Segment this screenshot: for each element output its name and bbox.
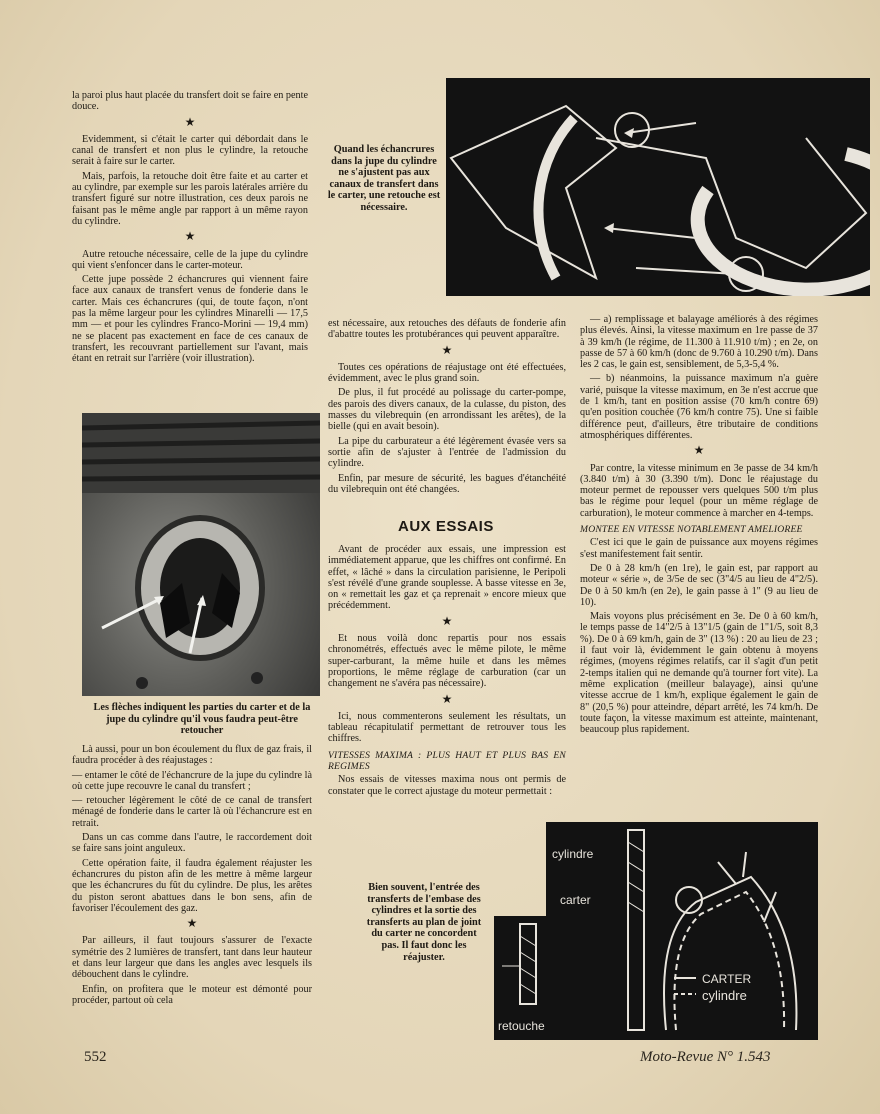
paragraph: Par ailleurs, il faut toujours s'assurer de l'exacte symétrie des 2 lumières de transfert, tant dans leur hauteur et dans leur largeur que dans les angles avec lesquels ils débouchent dans le cylindre. <box>72 935 312 981</box>
section-heading-aux-essais: AUX ESSAIS <box>398 518 494 535</box>
carter-cylinder-diagram <box>546 822 818 1040</box>
column-2-lower <box>328 544 566 800</box>
paragraph: est nécessaire, aux retouches des défauts de fonderie afin d'abattre toutes les protubérances qui peuvent apparaître. <box>328 318 566 341</box>
paragraph: Cette opération faite, il faudra également réajuster les échancrures du piston afin de les mettre à même largeur que les échancrures du fût du cylindre. De plus, les arêtes du piston seront abattues dans le bon sens, afin de favoriser l'écoulement des gaz. <box>72 857 312 914</box>
star-separator: ★ <box>441 613 453 628</box>
column-1-bottom <box>72 744 312 1009</box>
paragraph: Enfin, on profitera que le moteur est démonté pour procéder, partout où cela <box>72 983 312 1006</box>
engine-photo-drawing <box>82 413 320 696</box>
paragraph: Cette jupe possède 2 échancrures qui viennent faire face aux canaux de transfert venus de fonderie dans le carter. Mais ces échancrures (qui, de toute façon, n'ont pas la même largeur pour les cylindres Minarelli — 17,5 mm — et pour les cylindres Franco-Morini — 19,4 mm) ne se placent pas exactement en face de ces canaux de transfert, les recouvrant partiellement sur l'avant, mais étant en retrait sur l'arrière (voir illustration). <box>72 274 308 365</box>
label-cylindre: cylindre <box>552 847 594 861</box>
transfer-diagram-top <box>446 78 870 296</box>
star-separator: ★ <box>186 916 198 931</box>
column-2 <box>328 318 566 498</box>
paragraph: C'est ici que le gain de puissance aux moyens régimes s'est manifestement fait sentir. <box>580 537 818 560</box>
transfer-diagram-bottom <box>546 822 818 1040</box>
star-separator: ★ <box>441 342 453 357</box>
paragraph: Enfin, par mesure de sécurité, les bagues d'étanchéité du vilebrequin ont été changées. <box>328 472 566 495</box>
paragraph: Nos essais de vitesses maxima nous ont permis de constater que le correct ajustage du moteur permettait : <box>328 774 566 797</box>
paragraph: Autre retouche nécessaire, celle de la jupe du cylindre qui vient s'enfoncer dans le carter-moteur. <box>72 248 308 271</box>
engine-photo <box>82 413 320 696</box>
paragraph: Evidemment, si c'était le carter qui débordait dans le canal de transfert et non plus le cylindre, la retouche serait à faire sur le carter. <box>72 133 308 168</box>
page-number: 552 <box>84 1049 107 1065</box>
cylinder-skirt-diagram <box>446 78 870 296</box>
top-diagram-caption: Quand les échancrures dans la jupe du cylindre ne s'ajustent pas aux canaux de transfert dans le carter, une retouche est nécessaire. <box>327 144 441 213</box>
paragraph: — retoucher légèrement le côté de ce canal de transfert ménagé de fonderie dans le carter là où l'échancrure est en retrait. <box>72 795 312 829</box>
paragraph: Et nous voilà donc repartis pour nos essais chronométrés, effectués avec le même pilote, le même super-carburant, la même huile et dans les mêmes proportions, le même réglage de carburation (car un changement ne s'avéra pas nécessaire). <box>328 633 566 690</box>
bottom-diagram-caption: Bien souvent, l'entrée des transferts de l'embase des cylindres et la sortie des transferts au plan de joint du carter ne concordent pas. Il faut donc les réajuster. <box>366 882 482 963</box>
paragraph: De plus, il fut procédé au polissage du carter-pompe, des parois des divers canaux, de la culasse, du piston, des masses du vilebrequin (en arrondissant les arêtes), de la bielle (qui en avait besoin). <box>328 387 566 433</box>
star-separator: ★ <box>184 114 196 129</box>
paragraph: — entamer le côté de l'échancrure de la jupe du cylindre là où cette jupe recouvre le canal du transfert ; <box>72 769 312 792</box>
paragraph: — a) remplissage et balayage améliorés à des régimes plus élevés. Ainsi, la vitesse maximum en 1re passe de 37 à 39 km/h (le régime, de 11.300 à 11.910 t/m) ; en 2e, on passe de 57 à 60 km/h (donc de 9.760 à 10.290 t/m). Dans les 2 cas, le gain est, sensiblement, de 5,3-5,4 %. <box>580 314 818 371</box>
magazine-issue: Moto-Revue N° 1.543 <box>640 1049 771 1065</box>
subheading-montee-en-vitesse: MONTEE EN VITESSE NOTABLEMENT AMELIOREE <box>580 524 803 536</box>
subheading-vitesses-maxima: VITESSES MAXIMA : PLUS HAUT ET PLUS BAS EN REGIMES <box>328 749 566 773</box>
label-retouche: retouche <box>498 1019 545 1033</box>
legend-carter: CARTER <box>702 972 752 986</box>
star-separator: ★ <box>693 443 705 458</box>
label-carter: carter <box>560 893 591 907</box>
star-separator: ★ <box>184 229 196 244</box>
paragraph: Par contre, la vitesse minimum en 3e passe de 34 km/h (3.840 t/m) à 30 (3.390 t/m). Donc le réajustage du moteur permet de repousser vers quelques 500 t/m plus bas le régime pour lequel (pour un même réglage de carburation), le moteur commence à marcher en 4-temps. <box>580 462 818 519</box>
paragraph: La pipe du carburateur a été légèrement évasée vers sa sortie afin de s'ajuster à l'entrée de l'admission du cylindre. <box>328 435 566 470</box>
column-1-top <box>72 90 308 368</box>
retouche-diagram <box>494 916 560 1040</box>
paragraph: Mais, parfois, la retouche doit être faite et au carter et au cylindre, par exemple sur les parois latérales arrière du transfert figuré sur notre illustration, ces deux parois ne faisant pas le même angle par rapport à un même rayon du cylindre. <box>72 170 308 227</box>
column-3 <box>580 314 818 738</box>
legend-cylindre: cylindre <box>702 988 747 1003</box>
paragraph: Toutes ces opérations de réajustage ont été effectuées, évidemment, avec le plus grand soin. <box>328 361 566 385</box>
paragraph: Mais voyons plus précisément en 3e. De 0 à 60 km/h, le temps passe de 14"2/5 à 13"1/5 (gain de 1"1/5, soit 8,3 %). De 0 à 69 km/h, gain de 3" (13 %) : 20 au lieu de 23 ; il faut voir là, évidemment le gain obtenu à moyens régimes, (moyens régimes relatifs, car il s'agit d'un petit 2-temps italien qui ne demande qu'à tourner fort vite). La même explication (meilleur balayage), ainsi qu'une vitesse accrue de 1 km/h, explique également le gain de 8" (20,5 %) pour atteindre, départ arrêté, les 74 km/h. De toute façon, la vitesse maximum est atteinte, maintenant, beaucoup plus rapidement. <box>580 611 818 736</box>
paragraph: — b) néanmoins, la puissance maximum n'a guère varié, puisque la vitesse maximum, en 3e n'est accrue que de 1 km/h, tant en position assise (70 km/h contre 69) qu'en position couchée (76 km/h contre 75). Une si faible différence peut, d'ailleurs, être tributaire de conditions atmosphériques différentes. <box>580 373 818 441</box>
paragraph: Avant de procéder aux essais, une impression est immédiatement apparue, que les chiffres ont confirmé. En effet, « lâché » dans la circulation parisienne, le Peripoli s'est révélé d'une grande souplesse. A basse vitesse en 3e, on « remettait les gaz et ça reprenait » encore mieux que précédemment. <box>328 544 566 612</box>
paragraph: Là aussi, pour un bon écoulement du flux de gaz frais, il faudra procéder à des réajustages : <box>72 744 312 767</box>
paragraph: Dans un cas comme dans l'autre, le raccordement doit se faire sans joint anguleux. <box>72 832 312 855</box>
paragraph: De 0 à 28 km/h (en 1re), le gain est, par rapport au moteur « série », de 3/5e de sec (3"4/5 au lieu de 4"2/5). De 0 à 50 km/h (en 2e), le gain passe à 1" (9 au lieu de 10). <box>580 562 818 608</box>
photo-caption: Les flèches indiquent les parties du carter et de la jupe du cylindre qu'il vous faudra peut-être retoucher <box>93 702 311 737</box>
paragraph: Ici, nous commenterons seulement les résultats, un tableau récapitulatif permettant de retrouver tous les chiffres. <box>328 710 566 745</box>
paragraph: la paroi plus haut placée du transfert doit se faire en pente douce. <box>72 90 308 113</box>
star-separator: ★ <box>441 691 453 706</box>
retouche-inset <box>494 916 560 1040</box>
